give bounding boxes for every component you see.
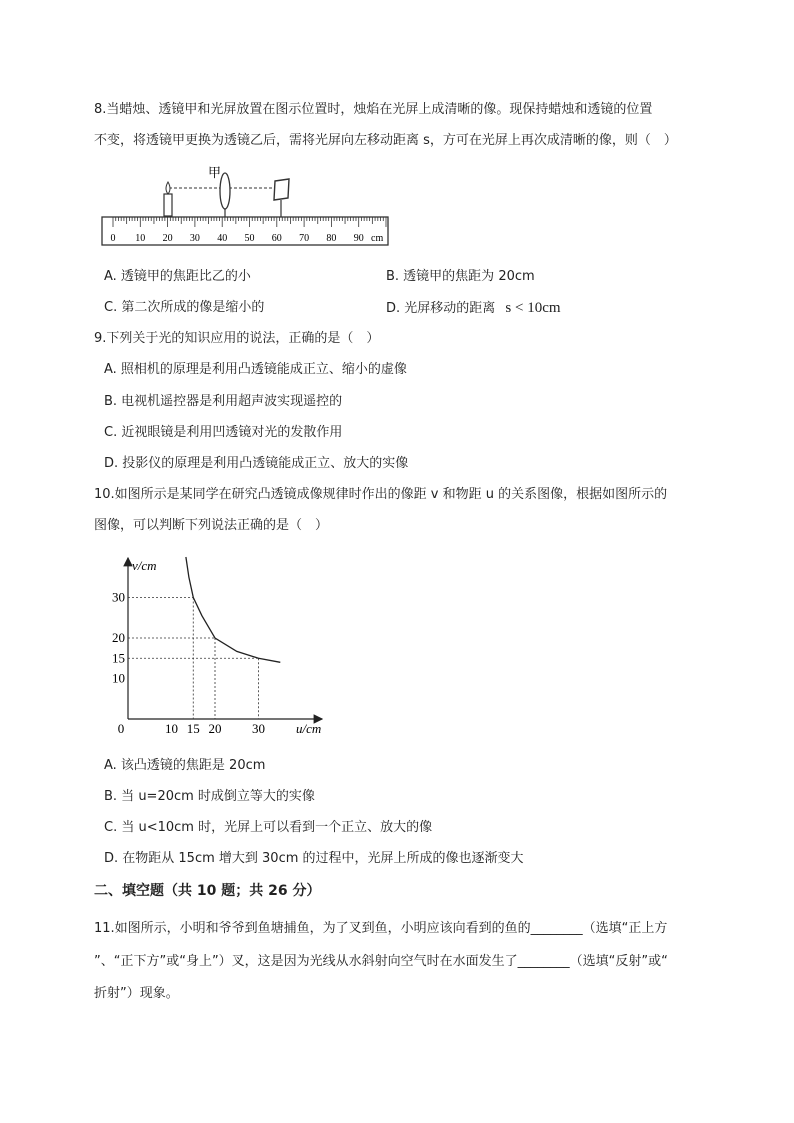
x-tick-label: 10 bbox=[165, 721, 178, 736]
q8-stem-line1: 8.当蜡烛、透镜甲和光屏放置在图示位置时，烛焰在光屏上成清晰的像。现保持蜡烛和透镜的位置 bbox=[94, 102, 653, 117]
q11-stem-line3: 折射”）现象。 bbox=[94, 986, 179, 1001]
q8-option-d-label: D. 光屏移动的距离 bbox=[386, 301, 496, 316]
ruler-label: 40 bbox=[217, 233, 228, 244]
x-tick-label: 20 bbox=[208, 721, 222, 736]
lens-label: 甲 bbox=[208, 165, 222, 180]
ruler-unit: cm bbox=[371, 233, 384, 244]
optical-bench-figure bbox=[98, 160, 398, 252]
y-tick-label: 15 bbox=[112, 650, 125, 666]
q10-option-c[interactable]: C. 当 u<10cm 时，光屏上可以看到一个正立、放大的像 bbox=[104, 820, 433, 835]
q8-option-a[interactable]: A. 透镜甲的焦距比乙的小 bbox=[104, 269, 251, 284]
q10-option-b[interactable]: B. 当 u=20cm 时成倒立等大的实像 bbox=[104, 789, 315, 804]
x-tick-labels bbox=[165, 721, 265, 736]
q8-option-d[interactable] bbox=[386, 298, 561, 319]
y-tick-label: 30 bbox=[112, 589, 125, 605]
q8-option-c[interactable]: C. 第二次所成的像是缩小的 bbox=[104, 300, 265, 315]
q8-option-d-math: s < 10cm bbox=[505, 300, 561, 316]
q9-option-c[interactable]: C. 近视眼镜是利用凹透镜对光的发散作用 bbox=[104, 425, 343, 440]
ruler-label: 70 bbox=[299, 233, 310, 244]
flame-icon bbox=[166, 182, 170, 194]
ruler-label: 0 bbox=[110, 233, 116, 244]
x-axis-label: u/cm bbox=[296, 721, 322, 736]
ruler-label: 50 bbox=[244, 233, 255, 244]
q10-stem-line2: 图像，可以判断下列说法正确的是（ ） bbox=[94, 518, 329, 533]
y-tick-label: 20 bbox=[112, 630, 125, 645]
q10-stem-line1: 10.如图所示是某同学在研究凸透镜成像规律时作出的像距 v 和物距 u 的关系图像，根据如图所示的 bbox=[94, 487, 668, 502]
q9-option-a[interactable]: A. 照相机的原理是利用凸透镜能成正立、缩小的虚像 bbox=[104, 362, 407, 377]
candle bbox=[164, 182, 172, 216]
q9-option-b[interactable]: B. 电视机遥控器是利用超声波实现遥控的 bbox=[104, 394, 343, 409]
q9-stem: 9.下列关于光的知识应用的说法，正确的是（ ） bbox=[94, 331, 380, 346]
x-tick-label: 15 bbox=[186, 721, 200, 736]
q11-stem-line1: 11.如图所示，小明和爷爷到鱼塘捕鱼，为了叉到鱼，小明应该向看到的鱼的________（选填“正上方 bbox=[94, 921, 668, 936]
q9-option-d[interactable]: D. 投影仪的原理是利用凸透镜能成正立、放大的实像 bbox=[104, 456, 409, 471]
section-title: 二、填空题（共 10 题；共 26 分） bbox=[94, 883, 321, 899]
q8-option-b[interactable]: B. 透镜甲的焦距为 20cm bbox=[386, 269, 535, 284]
ruler-label: 30 bbox=[189, 233, 200, 244]
ruler-label: 10 bbox=[135, 233, 146, 244]
light-screen bbox=[274, 179, 289, 200]
ruler-label: 20 bbox=[162, 233, 173, 244]
lens-jia bbox=[220, 173, 230, 209]
v-u-curve bbox=[186, 557, 280, 662]
ruler-label: 60 bbox=[271, 233, 282, 244]
vu-graph bbox=[100, 552, 340, 742]
q10-option-d[interactable]: D. 在物距从 15cm 增大到 30cm 的过程中，光屏上所成的像也逐渐变大 bbox=[104, 851, 524, 866]
ruler-label: 80 bbox=[326, 233, 337, 244]
x-tick-label: 30 bbox=[252, 721, 265, 736]
q8-stem-line2: 不变，将透镜甲更换为透镜乙后，需将光屏向左移动距离 s，方可在光屏上再次成清晰的像，则（ ） bbox=[94, 133, 677, 148]
q11-stem-line2: ”、“正下方”或“身上”）叉，这是因为光线从水斜射向空气时在水面发生了________（选填“反射”或“ bbox=[94, 954, 668, 969]
ruler-label: 90 bbox=[353, 233, 364, 244]
y-tick-labels bbox=[112, 590, 125, 686]
y-axis-label: v/cm bbox=[132, 558, 157, 573]
origin-label: 0 bbox=[117, 721, 125, 736]
guide-lines bbox=[128, 598, 259, 720]
q10-option-a[interactable]: A. 该凸透镜的焦距是 20cm bbox=[104, 758, 266, 773]
y-tick-label: 10 bbox=[112, 670, 125, 686]
